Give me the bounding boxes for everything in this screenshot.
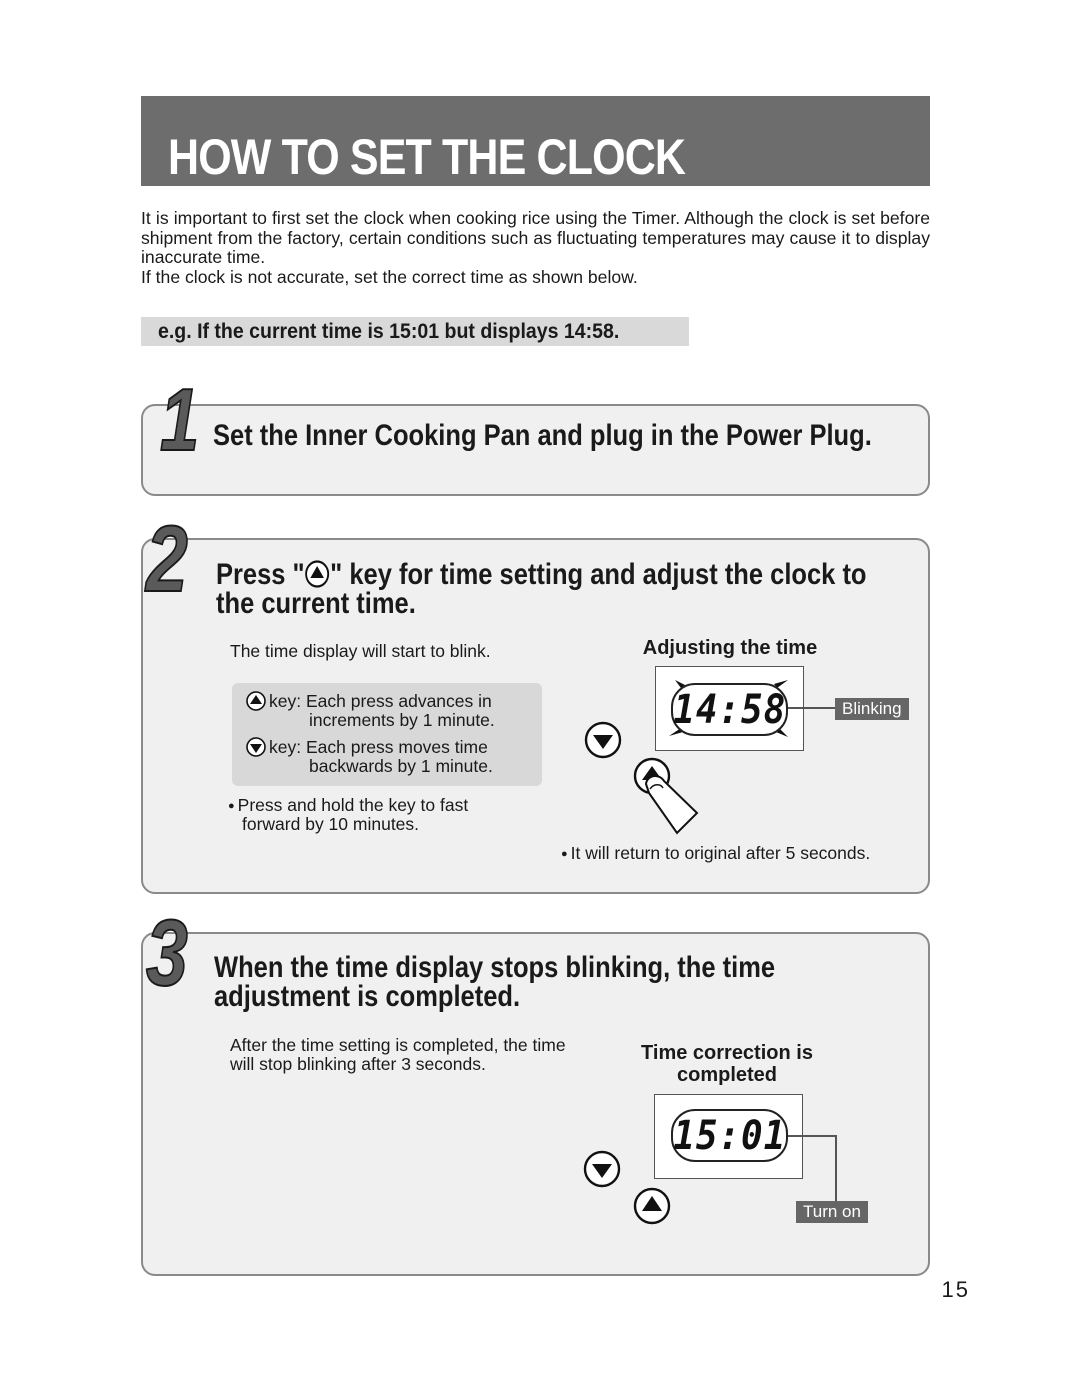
lcd-time-complete: 15:01 bbox=[673, 1112, 786, 1159]
turn-on-leader-horizontal bbox=[788, 1135, 836, 1137]
down-arrow-button-icon-step3 bbox=[583, 1150, 621, 1193]
lcd-time-blinking: 14:58 bbox=[673, 686, 786, 733]
page-title: HOW TO SET THE CLOCK bbox=[168, 129, 686, 185]
complete-title-line1: Time correction is bbox=[641, 1042, 813, 1064]
example-text: e.g. If the current time is 15:01 but displays 14:58. bbox=[158, 320, 620, 343]
down-key-small-icon bbox=[246, 737, 266, 762]
step2-heading-prefix: Press " bbox=[216, 558, 305, 591]
blink-note: The time display will start to blink. bbox=[230, 641, 491, 661]
step3-heading-line2: adjustment is completed. bbox=[214, 980, 521, 1013]
adjusting-title: Adjusting the time bbox=[642, 637, 818, 659]
complete-title-line2: completed bbox=[676, 1064, 778, 1086]
lcd-display-complete bbox=[671, 1109, 788, 1162]
lcd-display-blinking bbox=[671, 683, 788, 736]
step2-number: 2 bbox=[146, 506, 188, 611]
step3-note-line1: After the time setting is completed, the time bbox=[230, 1035, 566, 1055]
hold-note-line2: forward by 10 minutes. bbox=[242, 814, 420, 834]
turn-on-label: Turn on bbox=[796, 1201, 868, 1223]
blinking-label: Blinking bbox=[835, 698, 909, 720]
up-key-desc-line2: increments by 1 minute. bbox=[309, 710, 495, 730]
step3-note-line2: will stop blinking after 3 seconds. bbox=[230, 1054, 486, 1074]
step2-heading-line2: the current time. bbox=[216, 587, 416, 620]
step1-heading: Set the Inner Cooking Pan and plug in the Power Plug. bbox=[213, 419, 872, 452]
up-arrow-button-icon-step3 bbox=[633, 1187, 671, 1230]
complete-title bbox=[617, 1042, 837, 1086]
up-key-desc-line1: key: Each press advances in bbox=[269, 691, 492, 711]
up-key-small-icon bbox=[246, 691, 266, 716]
page-number: 15 bbox=[941, 1277, 970, 1302]
intro-paragraph-2: If the clock is not accurate, set the correct time as shown below. bbox=[141, 266, 638, 287]
step3-heading-line1: When the time display stops blinking, the time bbox=[214, 951, 776, 984]
blinking-leader-line bbox=[788, 707, 836, 709]
step2-heading bbox=[216, 560, 867, 618]
title-bar bbox=[141, 96, 930, 186]
finger-press-up-icon bbox=[633, 757, 703, 842]
step2-heading-suffix: " key for time setting and adjust the clock to bbox=[330, 558, 867, 591]
intro-text bbox=[141, 209, 930, 287]
step3-heading bbox=[214, 953, 775, 1011]
hold-note-line1: ● Press and hold the key to fast bbox=[228, 796, 468, 819]
up-key-icon bbox=[305, 560, 331, 588]
intro-paragraph-1: It is important to first set the clock when cooking rice using the Timer. Although the clock is set before shipment from the factory, certain conditions such as fluctuating temperatures may cause it to display inaccurate time. bbox=[141, 208, 930, 268]
turn-on-leader-vertical bbox=[835, 1135, 837, 1202]
down-key-desc-line1: key: Each press moves time bbox=[269, 737, 488, 757]
step1-number: 1 bbox=[160, 370, 200, 469]
step3-number: 3 bbox=[146, 900, 188, 1005]
down-arrow-button-icon bbox=[584, 721, 622, 764]
return-note: ● It will return to original after 5 seconds. bbox=[561, 844, 870, 867]
down-key-desc-line2: backwards by 1 minute. bbox=[309, 756, 493, 776]
example-bar bbox=[141, 317, 689, 346]
